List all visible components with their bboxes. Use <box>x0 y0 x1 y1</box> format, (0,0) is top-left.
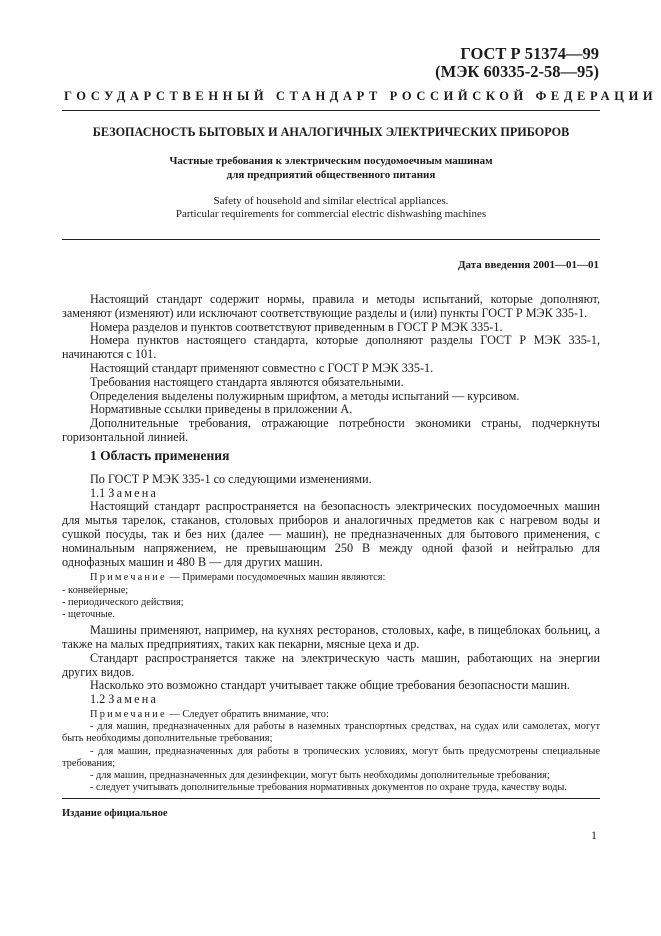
clause-number: 1.1 <box>90 485 106 500</box>
english-title-line1: Safety of household and similar electrical appliances. <box>213 195 449 207</box>
note-item: - для машин, предназначенных для работы в тропических условиях, могут быть предусмотрены специальные требования; <box>62 745 600 769</box>
intro-paragraph: Определения выделены полужирным шрифтом, а методы испытаний — курсивом. <box>90 388 520 403</box>
intro-paragraph: Настоящий стандарт содержит нормы, правила и методы испытаний, которые дополняют, заменяют (изменяют) или исключают соответствующие разделы и (или) пункты ГОСТ Р МЭК 335-1. <box>62 292 600 320</box>
note-label: Примечание <box>90 572 167 584</box>
clause-paragraph: Машины применяют, например, на кухнях ресторанов, столовых, кафе, в пищеблоках больниц, а также на малых предприятиях, таких как пекарни, мясные цеха и др. <box>62 623 600 651</box>
clause-paragraph: Настоящий стандарт распространяется на безопасность электрических посудомоечных машин для мытья тарелок, стаканов, столовых приборов и аналогичных предметов как с нагревом воды и сушкой посуды, так и без них (далее — машин), не предназначенных для бытового применения, с номинальным напряжением, не превышающим 250 В между одной фазой и нейтралью для однофазных машин и 480 В — для других машин. <box>62 499 600 569</box>
intro-paragraph: Дополнительные требования, отражающие потребности экономики страны, подчеркнуты горизонтальной линией. <box>62 416 600 444</box>
intro-paragraph: Нормативные ссылки приведены в приложении А. <box>90 402 353 417</box>
clause-1-2-heading <box>62 693 600 707</box>
note-heading <box>62 572 600 584</box>
section-heading: 1 Область применения <box>90 448 230 463</box>
clause-number: 1.2 <box>90 692 106 707</box>
header-divider <box>62 110 600 111</box>
document-subtitle-line1: Частные требования к электрическим посудомоечным машинам <box>169 155 493 167</box>
note-text: — Примерами посудомоечных машин являются: <box>169 572 386 584</box>
note-item: - для машин, предназначенных для работы в наземных транспортных средствах, на судах или самолетах, могут быть необходимы дополнительные требования; <box>62 721 600 745</box>
iec-code: (МЭК 60335-2-58—95) <box>435 62 599 81</box>
intro-paragraph: Номера разделов и пунктов соответствуют приведенным в ГОСТ Р МЭК 335-1. <box>90 319 503 334</box>
clause-label: Замена <box>108 485 159 500</box>
title-divider <box>62 239 600 240</box>
intro-paragraph: Номера пунктов настоящего стандарта, которые дополняют разделы ГОСТ Р МЭК 335-1, начинаются с 101. <box>62 333 600 362</box>
note-item: - следует учитывать дополнительные требования нормативных документов по охране труда, качеству воды. <box>90 782 567 794</box>
note-block <box>62 572 600 621</box>
standard-code: ГОСТ Р 51374—99 <box>460 44 599 63</box>
state-standard-banner: ГОСУДАРСТВЕННЫЙ СТАНДАРТ РОССИЙСКОЙ ФЕДЕРАЦИИ <box>64 89 658 103</box>
intro-block <box>62 293 600 445</box>
note-item: - щеточные. <box>62 608 115 620</box>
intro-paragraph: Настоящий стандарт применяют совместно с ГОСТ Р МЭК 335-1. <box>90 360 434 375</box>
section-1 <box>62 449 600 794</box>
clause-label: Замена <box>108 692 159 707</box>
note-item: - конвейерные; <box>62 584 129 596</box>
intro-paragraph: Требования настоящего стандарта являются обязательными. <box>90 374 404 389</box>
clause-1-1-heading <box>62 487 600 501</box>
note-block <box>62 709 600 794</box>
note-text: — Следует обратить внимание, что: <box>169 708 329 720</box>
official-edition-label: Издание официальное <box>62 808 168 819</box>
clause-paragraph: Стандарт распространяется также на электрическую часть машин, работающих на энергии других видов. <box>62 650 600 679</box>
introduction-date: Дата введения 2001—01—01 <box>457 259 599 271</box>
note-item: - для машин, предназначенных для дезинфекции, могут быть необходимы дополнительные требования; <box>90 769 550 781</box>
document-title: БЕЗОПАСНОСТЬ БЫТОВЫХ И АНАЛОГИЧНЫХ ЭЛЕКТРИЧЕСКИХ ПРИБОРОВ <box>92 125 570 139</box>
note-item: - периодического действия; <box>62 596 184 608</box>
section-lead: По ГОСТ Р МЭК 335-1 со следующими изменениями. <box>90 471 372 486</box>
page-number: 1 <box>591 828 597 842</box>
note-heading <box>62 709 600 721</box>
note-label: Примечание <box>90 708 167 720</box>
footer-divider <box>62 798 600 799</box>
document-subtitle-line2: для предприятий общественного питания <box>226 169 436 181</box>
clause-paragraph: Насколько это возможно стандарт учитывает также общие требования безопасности машин. <box>90 678 570 693</box>
english-title-line2: Particular requirements for commercial electric dishwashing machines <box>175 208 487 220</box>
